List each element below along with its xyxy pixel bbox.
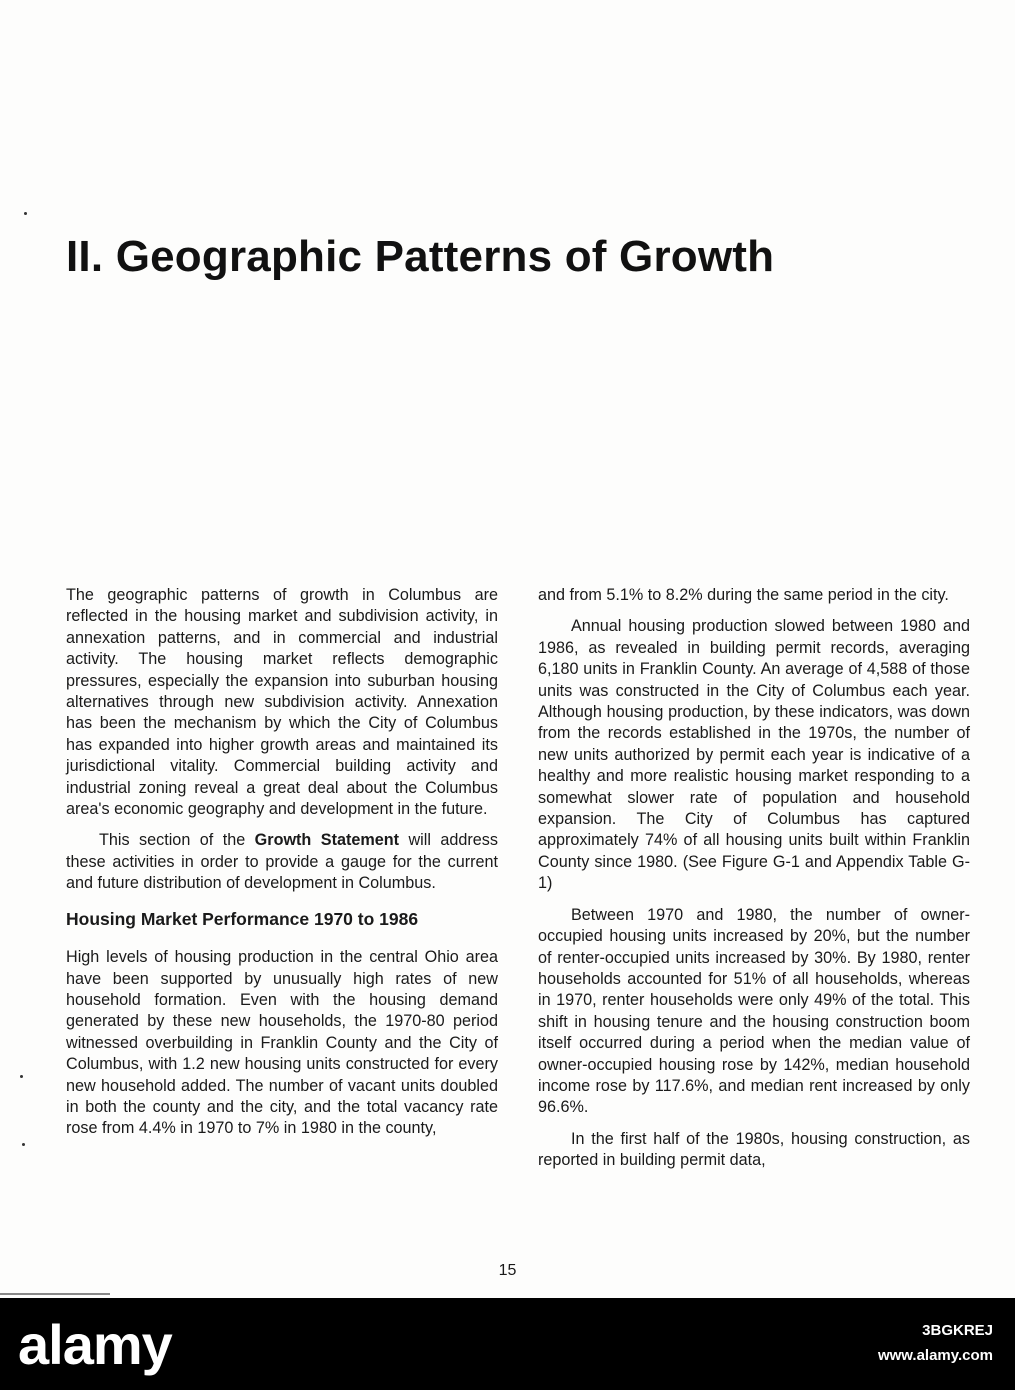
paragraph-text: will address these activities in order to provide a gauge for the current and future distribution of development in Columbus. <box>66 831 498 893</box>
alamy-logo: alamy <box>18 1313 172 1376</box>
intro-paragraph: The geographic patterns of growth in Columbus are reflected in the housing market and subdivision activity, in annexation patterns, and in commercial and industrial activity. The housing market reflects demographic pressures, especially the expansion into suburban housing alternatives through new subdivision activity. Annexation has been the mechanism by which the City of Columbus has expanded into higher growth areas and maintained its jurisdictional vitality. Commercial building activity and industrial zoning reveal a great deal about the Columbus area's economic geography and development in the future. <box>66 586 498 819</box>
continuation-paragraph: and from 5.1% to 8.2% during the same period in the city. <box>538 586 949 604</box>
housing-paragraph: High levels of housing production in the central Ohio area have been supported by unusually high rates of new household formation. Even with the housing demand generated by these new households, the 1970-80 period witnessed overbuilding in Franklin County and the City of Columbus, with 1.2 new housing units constructed for every new household added. The number of vacant units doubled in both the county and the city, and the total vacancy rate rose from 4.4% in 1970 to 7% in 1980 in the county, <box>66 948 498 1138</box>
page-number: 15 <box>498 1262 517 1279</box>
scan-edge-line <box>0 1293 110 1295</box>
scan-mark <box>20 1075 23 1078</box>
image-code: 3BGKREJ <box>922 1322 993 1339</box>
section-paragraph <box>66 830 498 894</box>
production-paragraph: Annual housing production slowed between 1980 and 1986, as revealed in building permit records, averaging 6,180 units in Franklin County. An average of 4,588 of those units was constructed in the City of Columbus each year. Although housing production, by these indicators, was down from the records established in the 1970s, the number of new units authorized by permit each year is indicative of a healthy and more realistic housing market responding to a somewhat slower rate of population and household expansion. The City of Columbus has captured approximately 74% of all housing units built within Franklin County since 1980. (See Figure G-1 and Appendix Table G-1) <box>538 617 970 893</box>
image-info <box>878 1322 993 1364</box>
page-title: II. Geographic Patterns of Growth <box>66 232 775 281</box>
paragraph-text: This section of the <box>99 831 255 850</box>
right-column <box>538 585 970 1182</box>
scan-mark <box>24 212 27 215</box>
scan-mark <box>22 1143 25 1146</box>
construction-paragraph: In the first half of the 1980s, housing construction, as reported in building permit data, <box>538 1129 970 1170</box>
tenure-paragraph: Between 1970 and 1980, the number of owner-occupied housing units increased by 20%, but the number of renter-occupied units increased by 30%. By 1980, renter households accounted for 51% of all households, whereas in 1970, renter households were only 49% of the total. This shift in housing tenure and the housing construction boom itself occurred during a period when the median value of owner-occupied housing rose by 142%, median household income rose by 117.6%, and median rent increased by only 96.6%. <box>538 905 970 1117</box>
site-url: www.alamy.com <box>877 1347 993 1364</box>
growth-statement-emphasis: Growth Statement <box>254 831 400 850</box>
left-column <box>66 585 498 1150</box>
section-heading: Housing Market Performance 1970 to 1986 <box>66 908 419 929</box>
